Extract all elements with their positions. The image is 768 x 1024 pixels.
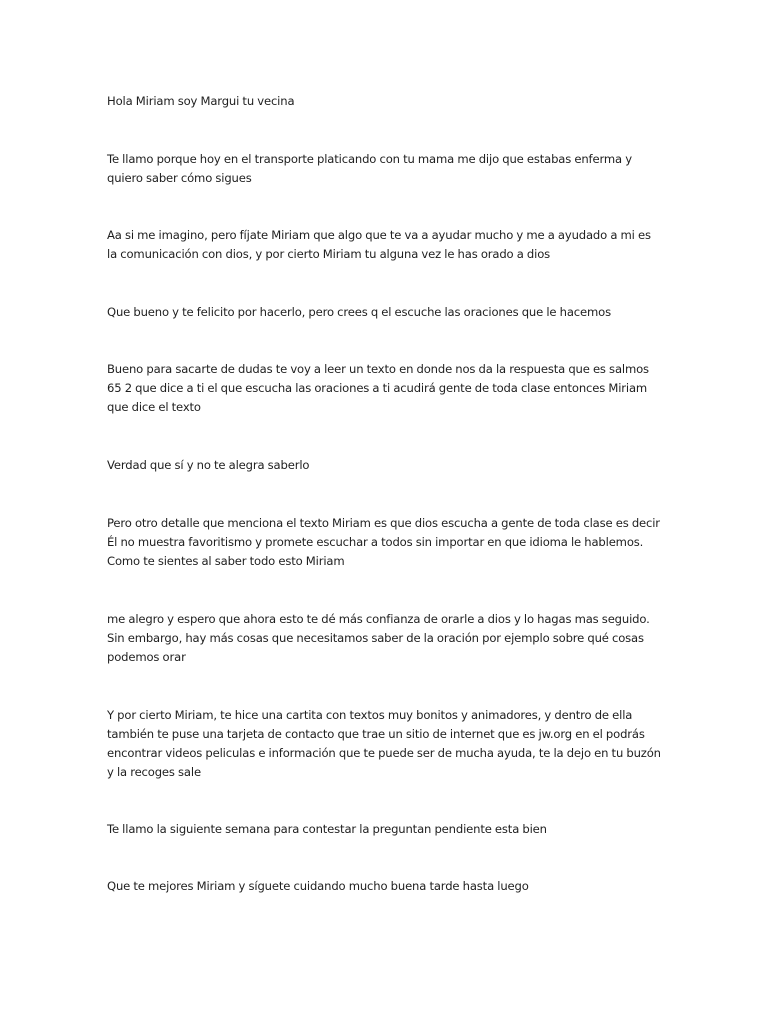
paragraph-9: Y por cierto Miriam, te hice una cartita con textos muy bonitos y animadores, y dentro de ella también te puse una tarjeta de contacto que trae un sitio de internet que es jw.org en el podrás encontrar videos peliculas e información que te puede ser de mucha ayuda, te la dejo en tu buzón y la recoges sale	[107, 708, 661, 779]
paragraph-7: Pero otro detalle que menciona el texto Miriam es que dios escucha a gente de toda clase es decir Él no muestra favoritismo y promete escuchar a todos sin importar en que idioma le hablemos. Como te sientes al saber todo esto Miriam	[107, 516, 660, 568]
paragraph-6: Verdad que sí y no te alegra saberlo	[107, 458, 310, 472]
paragraph-8: me alegro y espero que ahora esto te dé más confianza de orarle a dios y lo hagas mas seguido. Sin embargo, hay más cosas que necesitamos saber de la oración por ejemplo sobre qué cosas podemos orar	[107, 612, 650, 664]
paragraph-1: Hola Miriam soy Margui tu vecina	[107, 94, 295, 108]
paragraph-2: Te llamo porque hoy en el transporte platicando con tu mama me dijo que estabas enferma y quiero saber cómo sigues	[107, 152, 632, 185]
paragraph-10: Te llamo la siguiente semana para contestar la preguntan pendiente esta bien	[107, 822, 547, 836]
paragraph-3: Aa si me imagino, pero fíjate Miriam que algo que te va a ayudar mucho y me a ayudado a mi es la comunicación con dios, y por cierto Miriam tu alguna vez le has orado a dios	[107, 228, 651, 261]
paragraph-4: Que bueno y te felicito por hacerlo, pero crees q el escuche las oraciones que le hacemos	[107, 305, 611, 319]
paragraph-5: Bueno para sacarte de dudas te voy a leer un texto en donde nos da la respuesta que es salmos 65 2 que dice a ti el que escucha las oraciones a ti acudirá gente de toda clase entonces Miriam que dice el texto	[107, 362, 649, 414]
paragraph-11: Que te mejores Miriam y síguete cuidando mucho buena tarde hasta luego	[107, 879, 529, 893]
